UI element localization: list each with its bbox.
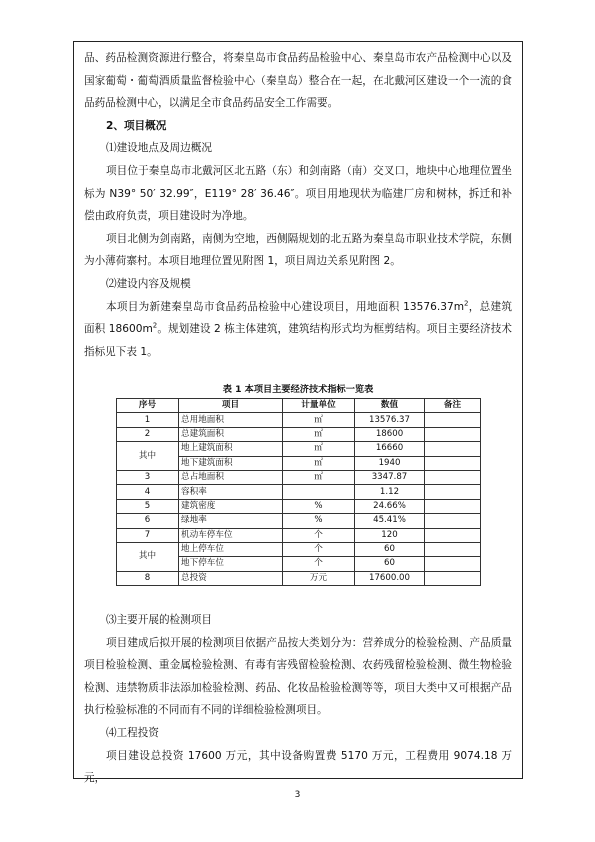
body-text-top xyxy=(84,47,512,363)
cell-unit: ㎡ xyxy=(283,470,355,484)
cell-value: 18600 xyxy=(355,427,425,441)
cell-item: 容积率 xyxy=(179,485,283,499)
cell-value: 3347.87 xyxy=(355,470,425,484)
cell-note xyxy=(425,557,481,571)
section-heading-project-overview: 2、项目概况 xyxy=(106,119,167,132)
cell-no-merged: 其中 xyxy=(117,542,179,571)
table-row xyxy=(117,528,481,542)
cell-value: 120 xyxy=(355,528,425,542)
cell-unit: 万元 xyxy=(283,571,355,585)
cell-item: 地下停车位 xyxy=(179,557,283,571)
cell-item: 总投资 xyxy=(179,571,283,585)
cell-note xyxy=(425,528,481,542)
cell-value: 16660 xyxy=(355,442,425,456)
cell-no: 5 xyxy=(117,499,179,513)
paragraph-test-items: 项目建成后拟开展的检测项目依据产品按大类划分为：营养成分的检验检测、产品质量项目检验检测、重金属检验检测、有毒有害残留检验检测、农药残留检验检测、微生物检验检测、违禁物质非法添加检验检测、药品、化妆品检验检测等等，项目大类中又可根据产品执行检验标准的不同而有不同的详细检验检测项目。 xyxy=(84,636,512,717)
cell-no: 4 xyxy=(117,485,179,499)
cell-unit: 个 xyxy=(283,557,355,571)
cell-unit: 个 xyxy=(283,528,355,542)
cell-value: 60 xyxy=(355,542,425,556)
table-row xyxy=(117,442,481,456)
cell-item: 总占地面积 xyxy=(179,470,283,484)
cell-item: 机动车停车位 xyxy=(179,528,283,542)
subheading-test-items: ⑶主要开展的检测项目 xyxy=(106,614,212,626)
cell-value: 1940 xyxy=(355,456,425,470)
table-row xyxy=(117,571,481,585)
cell-no: 1 xyxy=(117,413,179,427)
cell-note xyxy=(425,571,481,585)
header-unit: 计量单位 xyxy=(283,399,355,413)
cell-note xyxy=(425,499,481,513)
cell-value: 24.66% xyxy=(355,499,425,513)
cell-note xyxy=(425,442,481,456)
paragraph-location: 项目位于秦皇岛市北戴河区北五路（东）和剑南路（南）交叉口，地块中心地理位置坐标为 N39° 50′ 32.99″，E119° 28′ 36.46″。项目用地现状为临建厂房和树林，拆迁和补偿由政府负责，项目建设时为净地。 xyxy=(84,164,512,223)
header-item: 项目 xyxy=(179,399,283,413)
cell-note xyxy=(425,427,481,441)
cell-no: 6 xyxy=(117,514,179,528)
cell-value: 60 xyxy=(355,557,425,571)
header-value: 数值 xyxy=(355,399,425,413)
table-row xyxy=(117,499,481,513)
cell-value: 45.41% xyxy=(355,514,425,528)
cell-unit xyxy=(283,485,355,499)
table-row xyxy=(117,542,481,556)
table-row xyxy=(117,413,481,427)
cell-item: 地上停车位 xyxy=(179,542,283,556)
header-no: 序号 xyxy=(117,399,179,413)
table-title: 表 1 本项目主要经济技术指标一览表 xyxy=(222,384,374,395)
cell-value: 13576.37 xyxy=(355,413,425,427)
cell-note xyxy=(425,485,481,499)
cell-note xyxy=(425,413,481,427)
table-row xyxy=(117,427,481,441)
cell-note xyxy=(425,456,481,470)
cell-note xyxy=(425,514,481,528)
paragraph-surroundings: 项目北侧为剑南路，南侧为空地，西侧隔规划的北五路为秦皇岛市职业技术学院，东侧为小薄荷寨村。本项目地理位置见附图 1，项目周边关系见附图 2。 xyxy=(84,232,512,268)
economic-indicators-table xyxy=(116,398,481,586)
table-row xyxy=(117,485,481,499)
subheading-construction-scale: ⑵建设内容及规模 xyxy=(106,277,191,290)
body-text-bottom xyxy=(84,609,512,790)
cell-item: 绿地率 xyxy=(179,514,283,528)
cell-no-merged: 其中 xyxy=(117,442,179,471)
cell-value: 17600.00 xyxy=(355,571,425,585)
cell-no: 2 xyxy=(117,427,179,441)
header-note: 备注 xyxy=(425,399,481,413)
cell-no: 3 xyxy=(117,470,179,484)
cell-value: 1.12 xyxy=(355,485,425,499)
cell-unit: % xyxy=(283,514,355,528)
cell-unit: ㎡ xyxy=(283,427,355,441)
cell-note xyxy=(425,542,481,556)
cell-item: 地上建筑面积 xyxy=(179,442,283,456)
subheading-investment: ⑷工程投资 xyxy=(106,726,159,739)
page-number: 3 xyxy=(294,790,301,800)
cell-unit: % xyxy=(283,499,355,513)
table-header-row xyxy=(117,399,481,413)
cell-item: 总用地面积 xyxy=(179,413,283,427)
subheading-location: ⑴建设地点及周边概况 xyxy=(106,142,212,155)
cell-unit: 个 xyxy=(283,542,355,556)
paragraph-intro-continued: 品、药品检测资源进行整合，将秦皇岛市食品药品检验中心、秦皇岛市农产品检测中心以及国家葡萄・葡萄酒质量监督检验中心（秦皇岛）整合在一起，在北戴河区建设一个一流的食品药品检测中心，以满足全市食品药品安全工作需要。 xyxy=(84,52,512,110)
cell-note xyxy=(425,470,481,484)
cell-unit: ㎡ xyxy=(283,442,355,456)
cell-item: 总建筑面积 xyxy=(179,427,283,441)
cell-item: 建筑密度 xyxy=(179,499,283,513)
table-row xyxy=(117,470,481,484)
paragraph-investment: 项目建设总投资 17600 万元，其中设备购置费 5170 万元，工程费用 9074.18 万元， xyxy=(84,749,512,785)
paragraph-construction-scale: 本项目为新建秦皇岛市食品药品检验中心建设项目，用地面积 $13576.37m^2$，总建筑面积 $18600m^2$。规划建设 2 栋主体建筑，建筑结构形式均为框剪结构。项目主要经济技术指标见下表 1。 xyxy=(84,299,513,358)
cell-unit: ㎡ xyxy=(283,413,355,427)
cell-unit: ㎡ xyxy=(283,456,355,470)
cell-item: 地下建筑面积 xyxy=(179,456,283,470)
cell-no: 8 xyxy=(117,571,179,585)
cell-no: 7 xyxy=(117,528,179,542)
table-row xyxy=(117,514,481,528)
